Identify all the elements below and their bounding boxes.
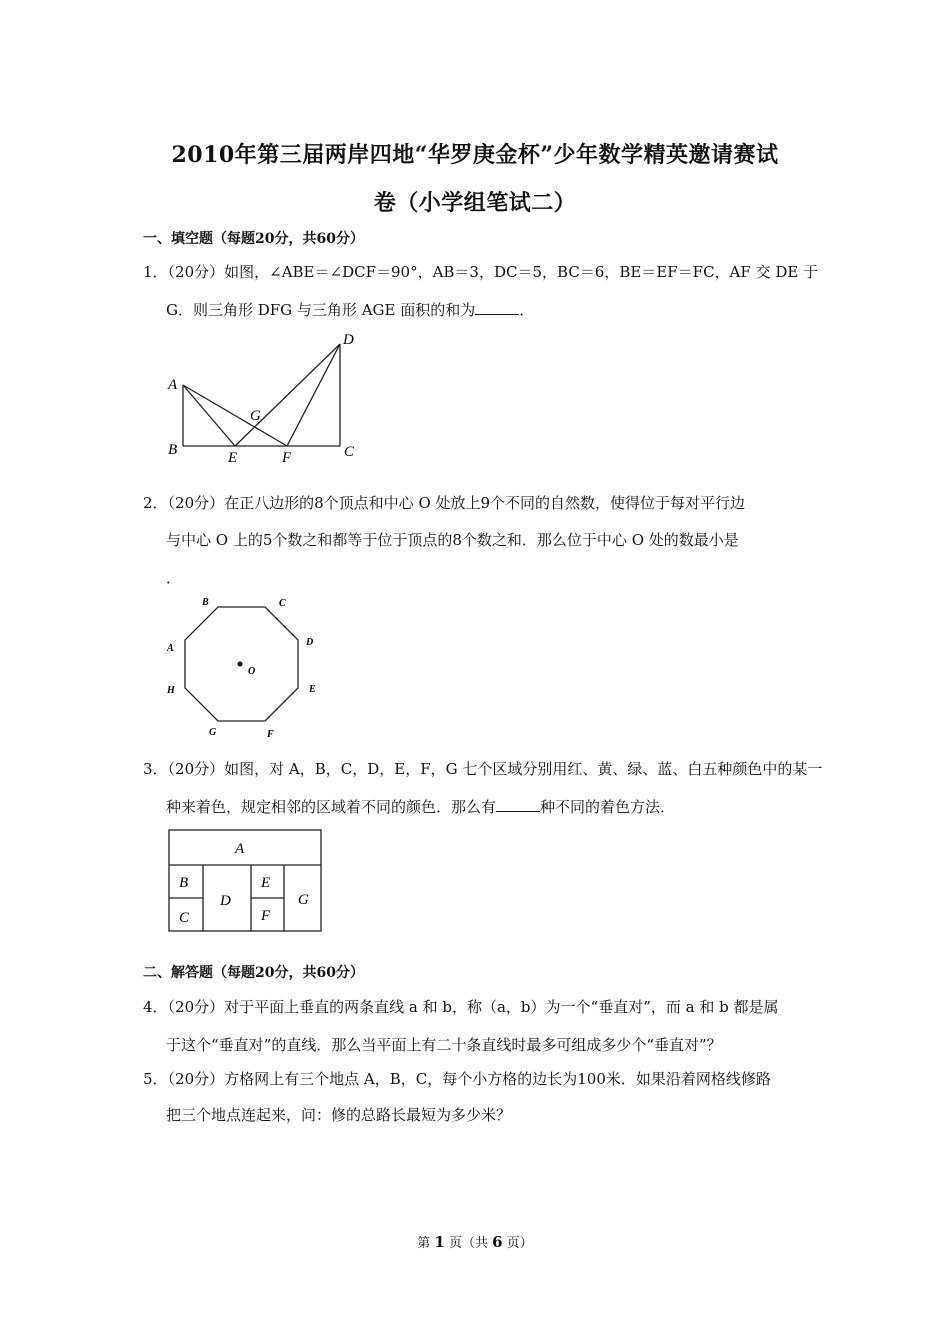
q2-label-a: A (167, 643, 174, 654)
q2-label-g: G (209, 727, 217, 738)
q1-label-b: B (168, 442, 178, 458)
q1-segment-af (183, 385, 287, 446)
q2-label-e: E (309, 684, 316, 695)
q4-line2: 于这个“垂直对”的直线．那么当平面上有二十条直线时最多可组成多少个“垂直对”？ (166, 1036, 722, 1054)
q1-line2-end: ． (519, 301, 535, 319)
q1-line2-text: G．则三角形 DFG 与三角形 AGE 面积的和为 (166, 301, 476, 319)
q3-figure (168, 829, 324, 934)
q3-line2 (166, 796, 675, 817)
q2-line2: 与中心 O 上的5个数之和都等于位于顶点的8个数之和．那么位于中心 O 处的数最小是 (166, 531, 739, 549)
q2-center-dot (238, 662, 243, 667)
footer-suffix: 页） (502, 1236, 533, 1251)
q3-line2-text: 种来着色，规定相邻的区域着不同的颜色．那么有 (166, 798, 497, 816)
q2-figure (160, 592, 330, 742)
q1-segment-ae (183, 385, 235, 446)
q3-label-e: E (261, 875, 271, 891)
q3-answer-blank (496, 797, 540, 812)
q1-label-g: G (250, 408, 261, 424)
q2-label-h: H (167, 685, 175, 696)
exam-title-line2: 卷（小学组笔试二） (373, 190, 577, 216)
footer-page-number: 1 (434, 1233, 445, 1251)
q2-label-o: O (248, 666, 256, 677)
q3-label-d: D (220, 893, 231, 909)
q3-label-g: G (298, 892, 309, 908)
q3-label-f: F (261, 908, 271, 924)
q1-label-a: A (168, 377, 178, 393)
q1-segment-de (235, 344, 340, 446)
q1-label-e: E (228, 450, 238, 466)
q3-line2-end: 种不同的着色方法． (540, 798, 676, 816)
q2-line3: ． (166, 569, 182, 587)
footer-prefix: 第 (417, 1236, 435, 1251)
q3-line1: 3．（20分）如图，对 A，B，C，D，E，F，G 七个区域分别用红、黄、绿、蓝、白五种颜色中的某一 (143, 760, 823, 778)
q1-line2 (166, 299, 534, 320)
q1-figure (160, 328, 370, 468)
section1-heading: 一、填空题（每题20分，共60分） (143, 231, 364, 247)
q3-label-c: C (179, 910, 190, 926)
q2-label-d: D (306, 637, 314, 648)
q1-label-f: F (282, 450, 292, 466)
section2-heading: 二、解答题（每题20分，共60分） (143, 965, 364, 981)
q1-label-d: D (343, 332, 354, 348)
page-footer (0, 1232, 950, 1251)
q2-label-c: C (279, 598, 286, 609)
q3-label-b: B (179, 875, 189, 891)
q2-label-b: B (202, 597, 209, 608)
q1-label-c: C (344, 444, 355, 460)
q3-label-a: A (235, 841, 245, 857)
q3-outer-frame (169, 830, 321, 931)
q5-line1: 5．（20分）方格网上有三个地点 A，B，C，每个小方格的边长为100米．如果沿着网格线修路 (143, 1070, 771, 1088)
exam-title-line1: 2010年第三届两岸四地“华罗庚金杯”少年数学精英邀请赛试 (171, 142, 779, 168)
q2-label-f: F (267, 729, 274, 740)
q2-line1: 2．（20分）在正八边形的8个顶点和中心 O 处放上9个不同的自然数，使得位于每对平行边 (143, 494, 746, 512)
q5-line2: 把三个地点连起来，问：修的总路长最短为多少米？ (166, 1106, 512, 1124)
footer-middle: 页（共 (444, 1236, 493, 1251)
q1-line1: 1．（20分）如图，∠ABE＝∠DCF＝90°，AB＝3，DC＝5，BC＝6，BE＝EF＝FC，AF 交 DE 于 (143, 263, 819, 281)
footer-total-pages: 6 (492, 1233, 503, 1251)
q4-line1: 4．（20分）对于平面上垂直的两条直线 a 和 b，称（a，b）为一个“垂直对”，而 a 和 b 都是属 (143, 998, 779, 1016)
q1-answer-blank (475, 300, 519, 315)
q1-segment-df (287, 344, 340, 446)
